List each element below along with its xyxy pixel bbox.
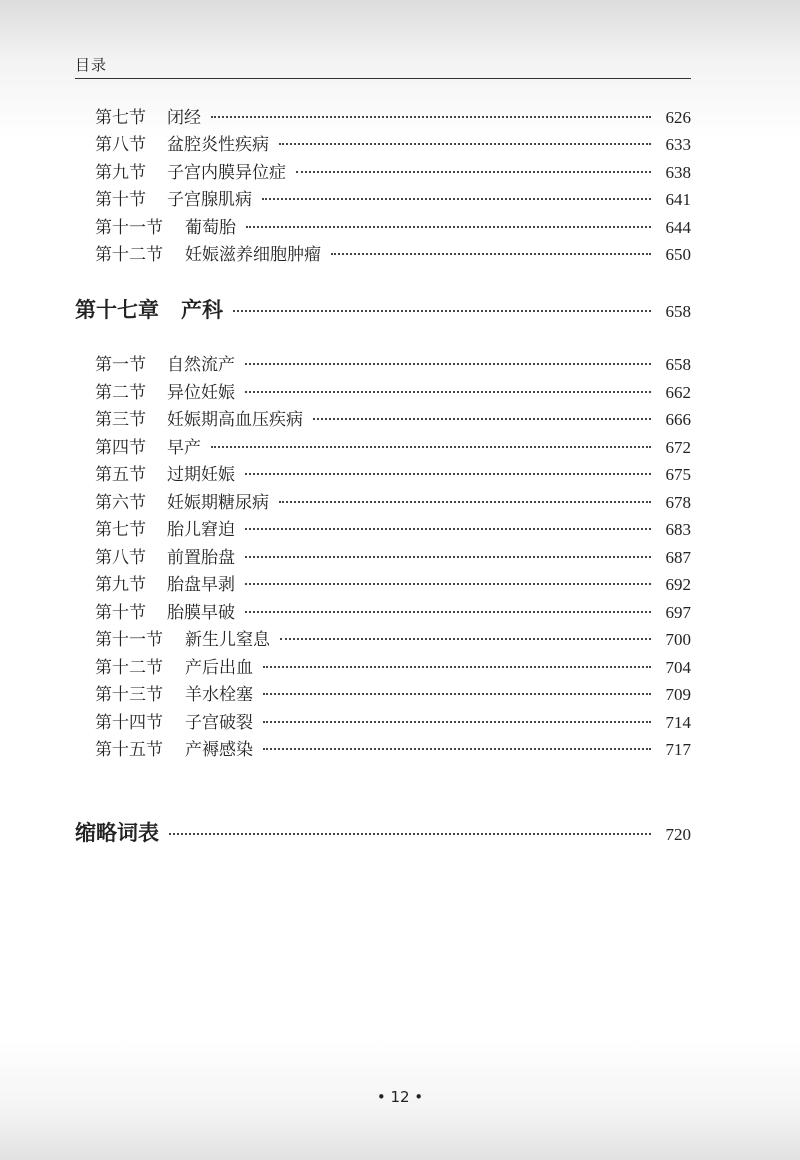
toc-entry bbox=[95, 601, 691, 625]
section-number: 第二节 bbox=[95, 383, 146, 403]
toc-label bbox=[95, 133, 269, 157]
section-number: 第八节 bbox=[95, 548, 146, 568]
appendix-entry bbox=[75, 821, 691, 845]
section-title: 子宫破裂 bbox=[185, 713, 253, 733]
page-number: 714 bbox=[665, 713, 691, 732]
section-title: 羊水栓塞 bbox=[185, 685, 253, 705]
dot-leader bbox=[211, 116, 651, 118]
toc-label bbox=[95, 546, 235, 570]
section-number: 第十五节 bbox=[95, 740, 163, 760]
dot-leader bbox=[280, 638, 651, 640]
page-number: 697 bbox=[665, 603, 691, 622]
toc-label bbox=[95, 353, 235, 377]
section-number: 第十节 bbox=[95, 190, 146, 210]
toc-entry bbox=[95, 106, 691, 130]
dot-leader bbox=[245, 391, 651, 393]
dot-leader bbox=[245, 528, 651, 530]
chapter-number: 第十七章 bbox=[75, 297, 159, 322]
toc-entry bbox=[95, 491, 691, 515]
dot-leader bbox=[263, 748, 651, 750]
toc-label bbox=[95, 161, 286, 185]
dot-leader bbox=[279, 143, 651, 145]
toc-entry bbox=[95, 546, 691, 570]
page-number: 626 bbox=[665, 108, 691, 127]
toc-entry bbox=[95, 161, 691, 185]
running-head: 目录 bbox=[75, 56, 108, 74]
toc-entry bbox=[95, 711, 691, 735]
page-number: 633 bbox=[665, 135, 691, 154]
page-number: 650 bbox=[665, 245, 691, 264]
dot-leader bbox=[296, 171, 651, 173]
page-number: 709 bbox=[665, 685, 691, 704]
page-number: 658 bbox=[665, 302, 691, 321]
toc-label bbox=[95, 381, 235, 405]
page-number: 666 bbox=[665, 410, 691, 429]
section-number: 第三节 bbox=[95, 410, 146, 430]
toc-label bbox=[95, 106, 201, 130]
toc-entry bbox=[95, 683, 691, 707]
dot-leader bbox=[262, 198, 651, 200]
dot-leader bbox=[263, 666, 651, 668]
toc-entry bbox=[95, 656, 691, 680]
section-number: 第十四节 bbox=[95, 713, 163, 733]
section-title: 产褥感染 bbox=[185, 740, 253, 760]
section-number: 第七节 bbox=[95, 520, 146, 540]
dot-leader bbox=[331, 253, 651, 255]
toc-label bbox=[95, 601, 235, 625]
toc-entry bbox=[95, 133, 691, 157]
page-folio: • 12 • bbox=[376, 1088, 424, 1106]
toc-entry bbox=[95, 738, 691, 762]
section-number: 第十一节 bbox=[95, 630, 163, 650]
toc-label bbox=[95, 436, 201, 460]
page-number: 720 bbox=[665, 825, 691, 844]
dot-leader bbox=[279, 501, 651, 503]
section-number: 第十二节 bbox=[95, 245, 163, 265]
page-number: 678 bbox=[665, 493, 691, 512]
section-number: 第一节 bbox=[95, 355, 146, 375]
section-number: 第十节 bbox=[95, 603, 146, 623]
appendix-title: 缩略词表 bbox=[75, 820, 159, 845]
toc-label bbox=[95, 738, 253, 762]
section-title: 早产 bbox=[167, 438, 201, 458]
page-number: 683 bbox=[665, 520, 691, 539]
section-number: 第七节 bbox=[95, 108, 146, 128]
toc-entry bbox=[95, 628, 691, 652]
section-title: 妊娠滋养细胞肿瘤 bbox=[185, 245, 321, 265]
toc-entry bbox=[95, 463, 691, 487]
toc-label bbox=[95, 628, 270, 652]
dot-leader bbox=[169, 833, 651, 835]
section-title: 子宫腺肌病 bbox=[167, 190, 252, 210]
dot-leader bbox=[245, 363, 651, 365]
section-title: 异位妊娠 bbox=[167, 383, 235, 403]
page-number: 704 bbox=[665, 658, 691, 677]
section-number: 第四节 bbox=[95, 438, 146, 458]
chapter-entry bbox=[75, 298, 691, 322]
page-number: 717 bbox=[665, 740, 691, 759]
section-title: 新生儿窒息 bbox=[185, 630, 270, 650]
page-number: 687 bbox=[665, 548, 691, 567]
dot-leader bbox=[313, 418, 651, 420]
dot-leader bbox=[233, 310, 651, 312]
toc-entry bbox=[95, 408, 691, 432]
page-number: 658 bbox=[665, 355, 691, 374]
section-number: 第六节 bbox=[95, 493, 146, 513]
toc-label bbox=[95, 188, 252, 212]
section-title: 子宫内膜异位症 bbox=[167, 163, 286, 183]
section-title: 胎盘早剥 bbox=[167, 575, 235, 595]
section-number: 第十一节 bbox=[95, 218, 163, 238]
section-title: 过期妊娠 bbox=[167, 465, 235, 485]
page-number: 700 bbox=[665, 630, 691, 649]
page-number: 644 bbox=[665, 218, 691, 237]
section-title: 前置胎盘 bbox=[167, 548, 235, 568]
dot-leader bbox=[245, 611, 651, 613]
dot-leader bbox=[245, 473, 651, 475]
section-title: 盆腔炎性疾病 bbox=[167, 135, 269, 155]
dot-leader bbox=[245, 556, 651, 558]
page-number: 641 bbox=[665, 190, 691, 209]
section-title: 胎儿窘迫 bbox=[167, 520, 235, 540]
page-number: 662 bbox=[665, 383, 691, 402]
section-title: 闭经 bbox=[167, 108, 201, 128]
section-number: 第五节 bbox=[95, 465, 146, 485]
toc-label bbox=[95, 216, 236, 240]
section-title: 葡萄胎 bbox=[185, 218, 236, 238]
toc-entry bbox=[95, 436, 691, 460]
chapter-title: 产科 bbox=[181, 297, 223, 322]
dot-leader bbox=[211, 446, 651, 448]
page-number: 672 bbox=[665, 438, 691, 457]
page-number: 638 bbox=[665, 163, 691, 182]
section-number: 第八节 bbox=[95, 135, 146, 155]
section-title: 自然流产 bbox=[167, 355, 235, 375]
toc-entry bbox=[95, 188, 691, 212]
section-title: 妊娠期高血压疾病 bbox=[167, 410, 303, 430]
toc-entry bbox=[95, 216, 691, 240]
toc-label bbox=[95, 463, 235, 487]
toc-entry bbox=[95, 243, 691, 267]
toc-entry bbox=[95, 381, 691, 405]
dot-leader bbox=[263, 721, 651, 723]
section-title: 妊娠期糖尿病 bbox=[167, 493, 269, 513]
toc-label bbox=[95, 656, 253, 680]
chapter-label bbox=[75, 298, 223, 322]
dot-leader bbox=[263, 693, 651, 695]
toc-label bbox=[95, 408, 303, 432]
dot-leader bbox=[246, 226, 651, 228]
toc-label bbox=[95, 711, 253, 735]
section-number: 第九节 bbox=[95, 163, 146, 183]
section-number: 第十二节 bbox=[95, 658, 163, 678]
toc-label bbox=[95, 573, 235, 597]
page-number: 675 bbox=[665, 465, 691, 484]
section-title: 胎膜早破 bbox=[167, 603, 235, 623]
toc-entry bbox=[95, 518, 691, 542]
page-number: 692 bbox=[665, 575, 691, 594]
toc-label bbox=[95, 518, 235, 542]
toc-label bbox=[95, 683, 253, 707]
section-number: 第九节 bbox=[95, 575, 146, 595]
toc-label bbox=[95, 491, 269, 515]
toc-entry bbox=[95, 573, 691, 597]
toc-entry bbox=[95, 353, 691, 377]
appendix-label bbox=[75, 821, 159, 845]
dot-leader bbox=[245, 583, 651, 585]
section-number: 第十三节 bbox=[95, 685, 163, 705]
toc-label bbox=[95, 243, 321, 267]
section-title: 产后出血 bbox=[185, 658, 253, 678]
header-rule bbox=[75, 78, 691, 79]
